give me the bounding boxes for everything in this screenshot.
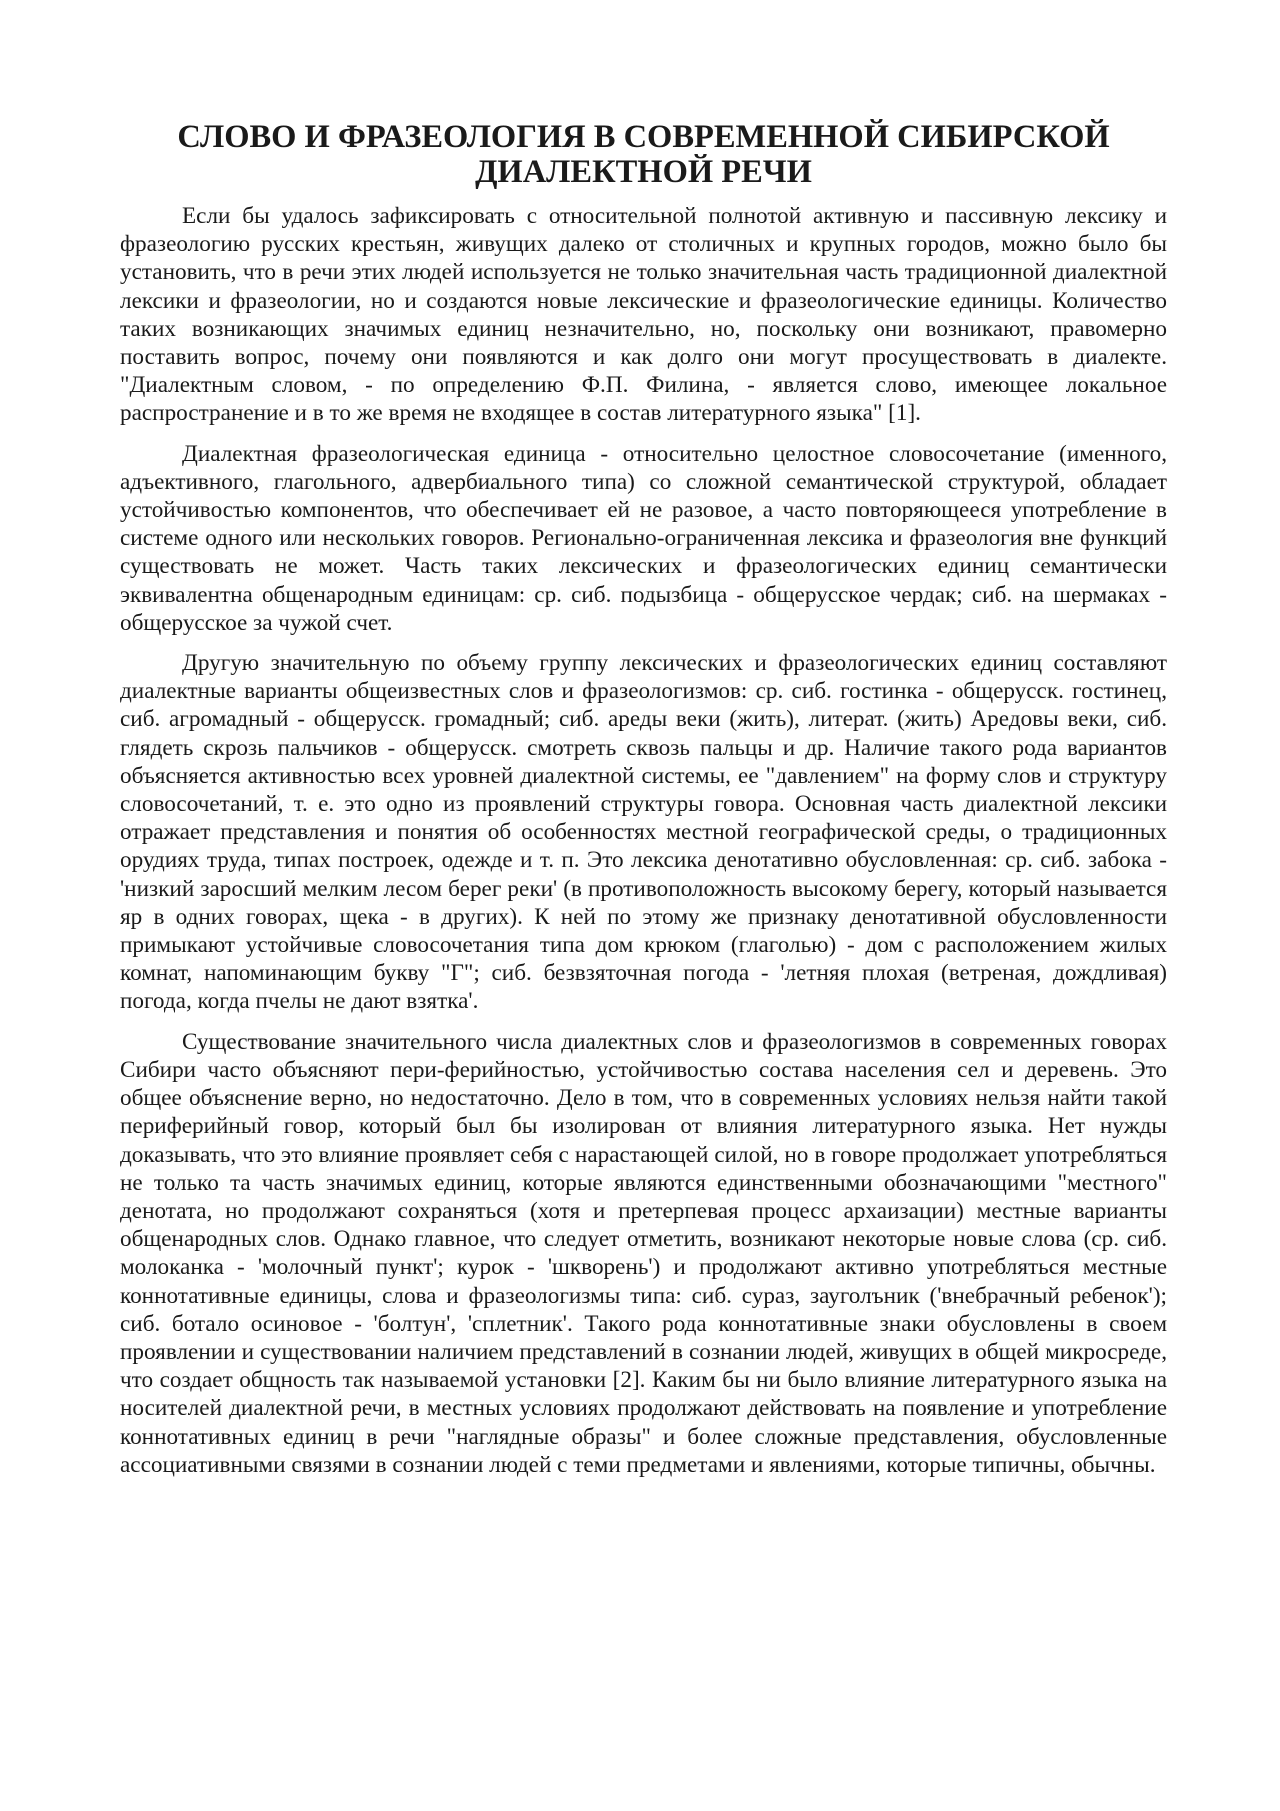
paragraph-3: Другую значительную по объему группу лексических и фразеологических единиц составляют диалектные варианты общеизвестных слов и фразеологизмов: ср. сиб. гостинка - общерусск. гостинец, сиб. агромадный - общерусск. громадный; сиб. ареды веки (жить), литерат. (жить) Аредовы веки, сиб. глядеть скрозь пальчиков - общерусск. смотреть сквозь пальцы и др. Наличие такого рода вариантов объясняется активностью всех уровней диалектной системы, ее "давлением" на форму слов и структуру словосочетаний, т. е. это одно из проявлений структуры говора. Основная часть диалектной лексики отражает представления и понятия об особенностях местной географической среды, о традиционных орудиях труда, типах построек, одежде и т. п. Это лексика денотативно обусловленная: ср. сиб. забока - 'низкий заросший мелким лесом берег реки' (в противоположность высокому берегу, который называется яр в одних говорах, щека - в других). К ней по этому же признаку денотативной обусловленности примыкают устойчивые словосочетания типа дом крюком (глаголью) - дом с расположением жилых комнат, напоминающим букву "Г"; сиб. безвзяточная погода - 'летняя плохая (ветреная, дождливая) погода, когда пчелы не дают взятка'. [120,650,1167,1015]
document-page [120,120,1167,1479]
paragraph-2: Диалектная фразеологическая единица - относительно целостное словосочетание (именного, адъективного, глагольного, адвербиального типа) со сложной семантической структурой, обладает устойчивостью компонентов, что обеспечивает ей не разовое, а часто повторяющееся употребление в системе одного или нескольких говоров. Регионально-ограниченная лексика и фразеология вне функций существовать не может. Часть таких лексических и фразеологических единиц семантически эквивалентна общенародным единицам: ср. сиб. подызбица - общерусское чердак; сиб. на шермаках - общерусское за чужой счет. [120,440,1167,636]
paragraph-1: Если бы удалось зафиксировать с относительной полнотой активную и пассивную лексику и фразеологию русских крестьян, живущих далеко от столичных и крупных городов, можно было бы установить, что в речи этих людей используется не только значительная часть традиционной диалектной лексики и фразеологии, но и создаются новые лексические и фразеологические единицы. Количество таких возникающих значимых единиц незначительно, но, поскольку они возникают, правомерно поставить вопрос, почему они появляются и как долго они могут просуществовать в диалекте. "Диалектным словом, - по определению Ф.П. Филина, - является слово, имеющее локальное распространение и в то же время не входящее в состав литературного языка" [1]. [120,203,1167,427]
paragraph-4: Существование значительного числа диалектных слов и фразеологизмов в современных говорах Сибири часто объясняют пери-ферийностью, устойчивостью состава населения сел и деревень. Это общее объяснение верно, но недостаточно. Дело в том, что в современных условиях нельзя найти такой периферийный говор, который был бы изолирован от влияния литературного языка. Нет нужды доказывать, что это влияние проявляет себя с нарастающей силой, но в говоре продолжает употребляться не только та часть значимых единиц, которые являются единственными обозначающими "местного" денотата, но продолжают сохраняться (хотя и претерпевая процесс архаизации) местные варианты общенародных слов. Однако главное, что следует отметить, возникают некоторые новые слова (ср. сиб. молоканка - 'молочный пункт'; курок - 'шкворень') и продолжают активно употребляться местные коннотативные единицы, слова и фразеологизмы типа: сиб. сураз, зауголъник ('внебрачный ребенок'); сиб. ботало осиновое - 'болтун', 'сплетник'. Такого рода коннотативные знаки обусловлены в своем проявлении и существовании наличием представлений в сознании людей, живущих в общей микросреде, что создает общность так называемой установки [2]. Каким бы ни было влияние литературного языка на носителей диалектной речи, в местных условиях продолжают действовать на появление и употребление коннотативных единиц в речи "наглядные образы" и более сложные представления, обусловленные ассоциативными связями в сознании людей с теми предметами и явлениями, которые типичны, обычны. [120,1028,1167,1478]
document-title: СЛОВО И ФРАЗЕОЛОГИЯ В СОВРЕМЕННОЙ СИБИРСКОЙ ДИАЛЕКТНОЙ РЕЧИ [177,119,1110,190]
